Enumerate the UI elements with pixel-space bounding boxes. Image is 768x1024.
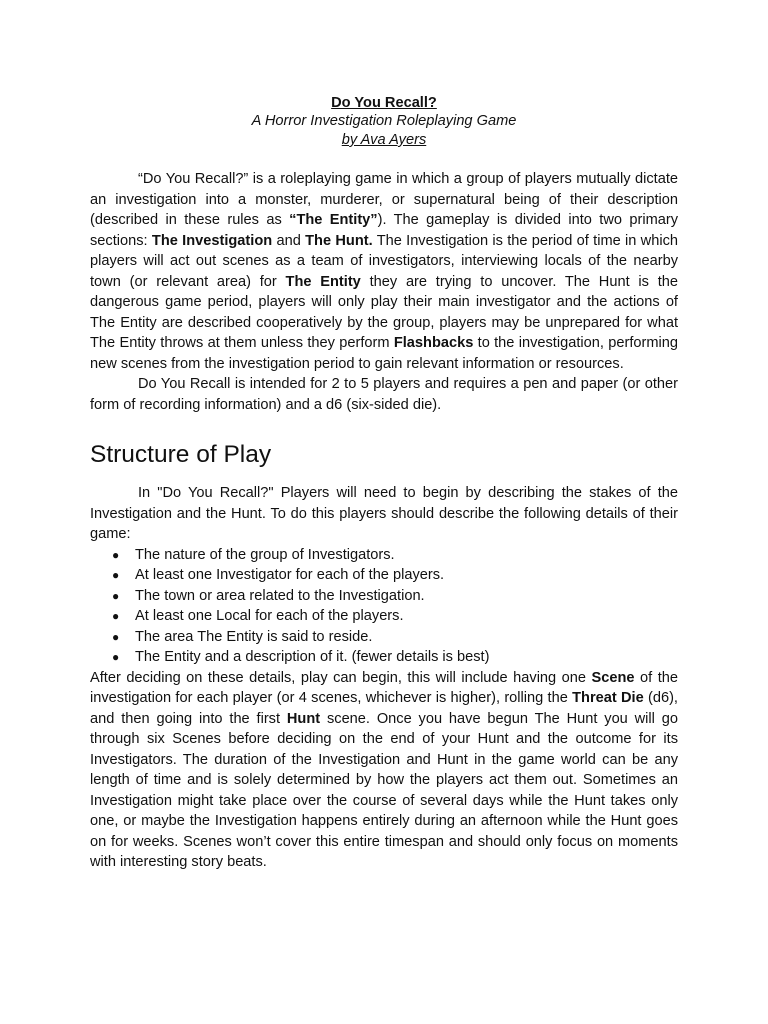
list-item: ● The Entity and a description of it. (fewer details is best) — [90, 647, 678, 668]
intro-paragraph: “Do You Recall?” is a roleplaying game in which a group of players mutually dictate an investigation into a monster, murderer, or supernatural being of their description (described in these rules as “The Entity”). The gameplay is divided into two primary sections: The Investigation and The Hunt. The Investigation is the period of time in which players will act out scenes as a team of investigators, interviewing locals of the nearby town (or relevant area) for The Entity they are trying to uncover. The Hunt is the dangerous game period, players will only play their main investigator and the actions of The Entity are described cooperatively by the group, players may be unprepared for what The Entity throws at them unless they perform Flashbacks to the investigation, performing new scenes from the investigation period to gain relevant information or resources. — [90, 171, 679, 372]
bold-term-hunt: The Hunt. — [305, 232, 373, 249]
section-heading-structure: Structure of Play — [90, 441, 272, 468]
bullet-icon: ● — [112, 547, 120, 562]
list-item: ● At least one Local for each of the players. — [90, 606, 678, 627]
list-item: ● The area The Entity is said to reside. — [90, 627, 678, 648]
author-byline: by Ava Ayers — [341, 132, 427, 148]
details-list — [90, 545, 678, 668]
list-item: ● At least one Investigator for each of the players. — [90, 565, 678, 586]
list-item: ● The nature of the group of Investigators. — [90, 545, 678, 566]
bold-term-hunt-scene: Hunt — [286, 710, 321, 727]
bullet-icon: ● — [112, 609, 120, 623]
title-block — [90, 94, 678, 150]
bullet-icon: ● — [112, 588, 120, 603]
bold-term-entity: “The Entity” — [289, 212, 378, 228]
bold-term-scene: Scene — [591, 669, 635, 686]
play-flow-paragraph: After deciding on these details, play can begin, this will include having one Scene of the investigation for each player (or 4 scenes, whichever is higher), rolling the Threat Die (d6), and then going into the first Hunt scene. Once you have begun The Hunt you will go through six Scenes before deciding on the end of your Hunt and the outcome for its Investigators. The duration of the Investigation and Hunt in the game world can be any length of time and is solely determined by how the players act them out. Sometimes an Investigation might take place over the course of several days while the Hunt takes only one, or maybe the Investigation happens entirely during an afternoon while the Hunt goes on for weeks. Scenes won’t cover this entire timespan and should only focus on moments with interesting story beats. — [90, 669, 678, 870]
bullet-icon: ● — [112, 629, 120, 644]
list-item: ● The town or area related to the Investigation. — [90, 586, 678, 607]
document-page — [90, 94, 678, 873]
bold-term-investigation: The Investigation — [151, 232, 273, 249]
document-title: Do You Recall? — [331, 95, 437, 111]
document-subtitle: A Horror Investigation Roleplaying Game — [251, 113, 517, 129]
bullet-icon: ● — [112, 568, 120, 582]
bold-term-the-entity: The Entity — [285, 273, 361, 290]
structure-paragraph: In "Do You Recall?" Players will need to begin by describing the stakes of the Investigation and the Hunt. To do this players should describe the following details of their game: — [90, 485, 678, 542]
bold-term-flashbacks: Flashbacks — [393, 335, 474, 351]
players-paragraph: Do You Recall is intended for 2 to 5 players and requires a pen and paper (or other form of recording information) and a d6 (six-sided die). — [90, 376, 678, 413]
bold-term-threat-die: Threat Die — [572, 690, 644, 706]
bullet-icon: ● — [112, 650, 120, 664]
